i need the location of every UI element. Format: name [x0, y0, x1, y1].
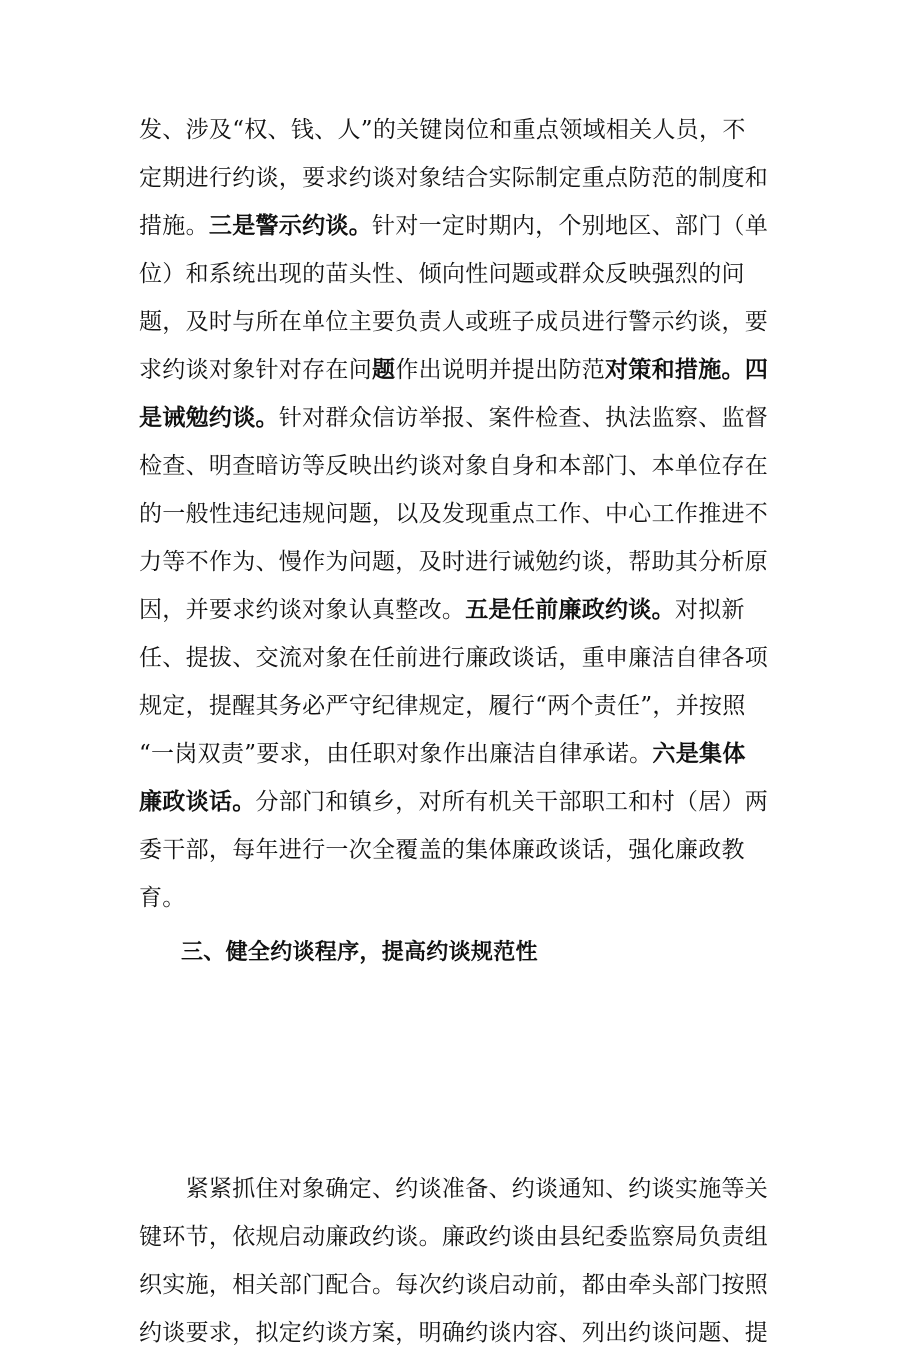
text-line: [139, 1261, 779, 1309]
bold-text-run: 对策和措施。四: [605, 357, 769, 383]
text-line: [139, 1213, 779, 1261]
text-line: [139, 154, 779, 202]
text-run: 委干部，每年进行一次全覆盖的集体廉政谈话，强化廉政教: [139, 837, 745, 863]
text-run: 力等不作为、慢作为问题，及时进行诫勉约谈，帮助其分析原: [139, 549, 769, 575]
text-line: [139, 1165, 779, 1213]
bold-text-run: 廉政谈话。: [139, 789, 256, 815]
text-line: [139, 106, 779, 154]
text-run: 发、涉及“权、钱、人”的关键岗位和重点领域相关人员，不: [139, 117, 746, 143]
text-run: 定期进行约谈，要求约谈对象结合实际制定重点防范的制度和: [139, 165, 769, 191]
body-paragraph-2: [139, 1165, 779, 1357]
text-run: 求约谈对象针对存在问: [139, 357, 372, 383]
text-line: [139, 730, 779, 778]
text-run: “一岗双责”要求，由任职对象作出廉洁自律承诺。: [139, 741, 653, 767]
text-line: [139, 538, 779, 586]
text-line: [139, 346, 779, 394]
text-run: 紧紧抓住对象确定、约谈准备、约谈通知、约谈实施等关: [139, 1176, 769, 1202]
text-line: [139, 778, 779, 826]
body-paragraph-1: [139, 106, 779, 922]
text-run: 对拟新: [674, 597, 745, 623]
text-line: [139, 682, 779, 730]
text-run: 题，及时与所在单位主要负责人或班子成员进行警示约谈，要: [139, 309, 769, 335]
text-run: 位）和系统出现的苗头性、倾向性问题或群众反映强烈的问: [139, 261, 745, 287]
bold-text-run: 三是警示约谈。: [208, 213, 373, 239]
text-run: 作出说明并提出防范: [395, 357, 606, 383]
text-line: [139, 442, 779, 490]
text-line: [139, 250, 779, 298]
text-run: 规定，提醒其务必严守纪律规定，履行“两个责任”，并按照: [139, 693, 746, 719]
text-line: [139, 634, 779, 682]
text-line: [139, 874, 779, 922]
text-line: [139, 202, 779, 250]
text-line: [139, 586, 779, 634]
text-line: [139, 1309, 779, 1357]
text-line: [139, 490, 779, 538]
text-run: 织实施，相关部门配合。每次约谈启动前，都由牵头部门按照: [139, 1272, 769, 1298]
bold-text-run: 题: [372, 357, 396, 383]
text-run: 任、提拔、交流对象在任前进行廉政谈话，重申廉洁自律各项: [139, 645, 769, 671]
text-line: [139, 394, 779, 442]
text-run: 的一般性违纪违规问题，以及发现重点工作、中心工作推进不: [139, 501, 769, 527]
section-heading: 三、健全约谈程序，提高约谈规范性: [181, 940, 538, 965]
text-run: 分部门和镇乡，对所有机关干部职工和村（居）两: [255, 789, 769, 815]
bold-text-run: 六是集体: [652, 741, 746, 767]
text-run: 针对一定时期内，个别地区、部门（单: [372, 213, 769, 239]
text-run: 约谈要求，拟定约谈方案，明确约谈内容、列出约谈问题、提: [139, 1320, 769, 1346]
text-run: 检查、明查暗访等反映出约谈对象自身和本部门、本单位存在: [139, 453, 769, 479]
text-run: 措施。: [139, 213, 209, 239]
text-line: [139, 826, 779, 874]
text-run: 育。: [139, 885, 186, 911]
text-run: 针对群众信访举报、案件检查、执法监察、监督: [278, 405, 769, 431]
text-run: 键环节，依规启动廉政约谈。廉政约谈由县纪委监察局负责组: [139, 1224, 769, 1250]
text-run: 因，并要求约谈对象认真整改。: [139, 597, 466, 623]
bold-text-run: 五是任前廉政约谈。: [465, 597, 675, 623]
bold-text-run: 是诫勉约谈。: [139, 405, 279, 431]
text-line: [139, 298, 779, 346]
